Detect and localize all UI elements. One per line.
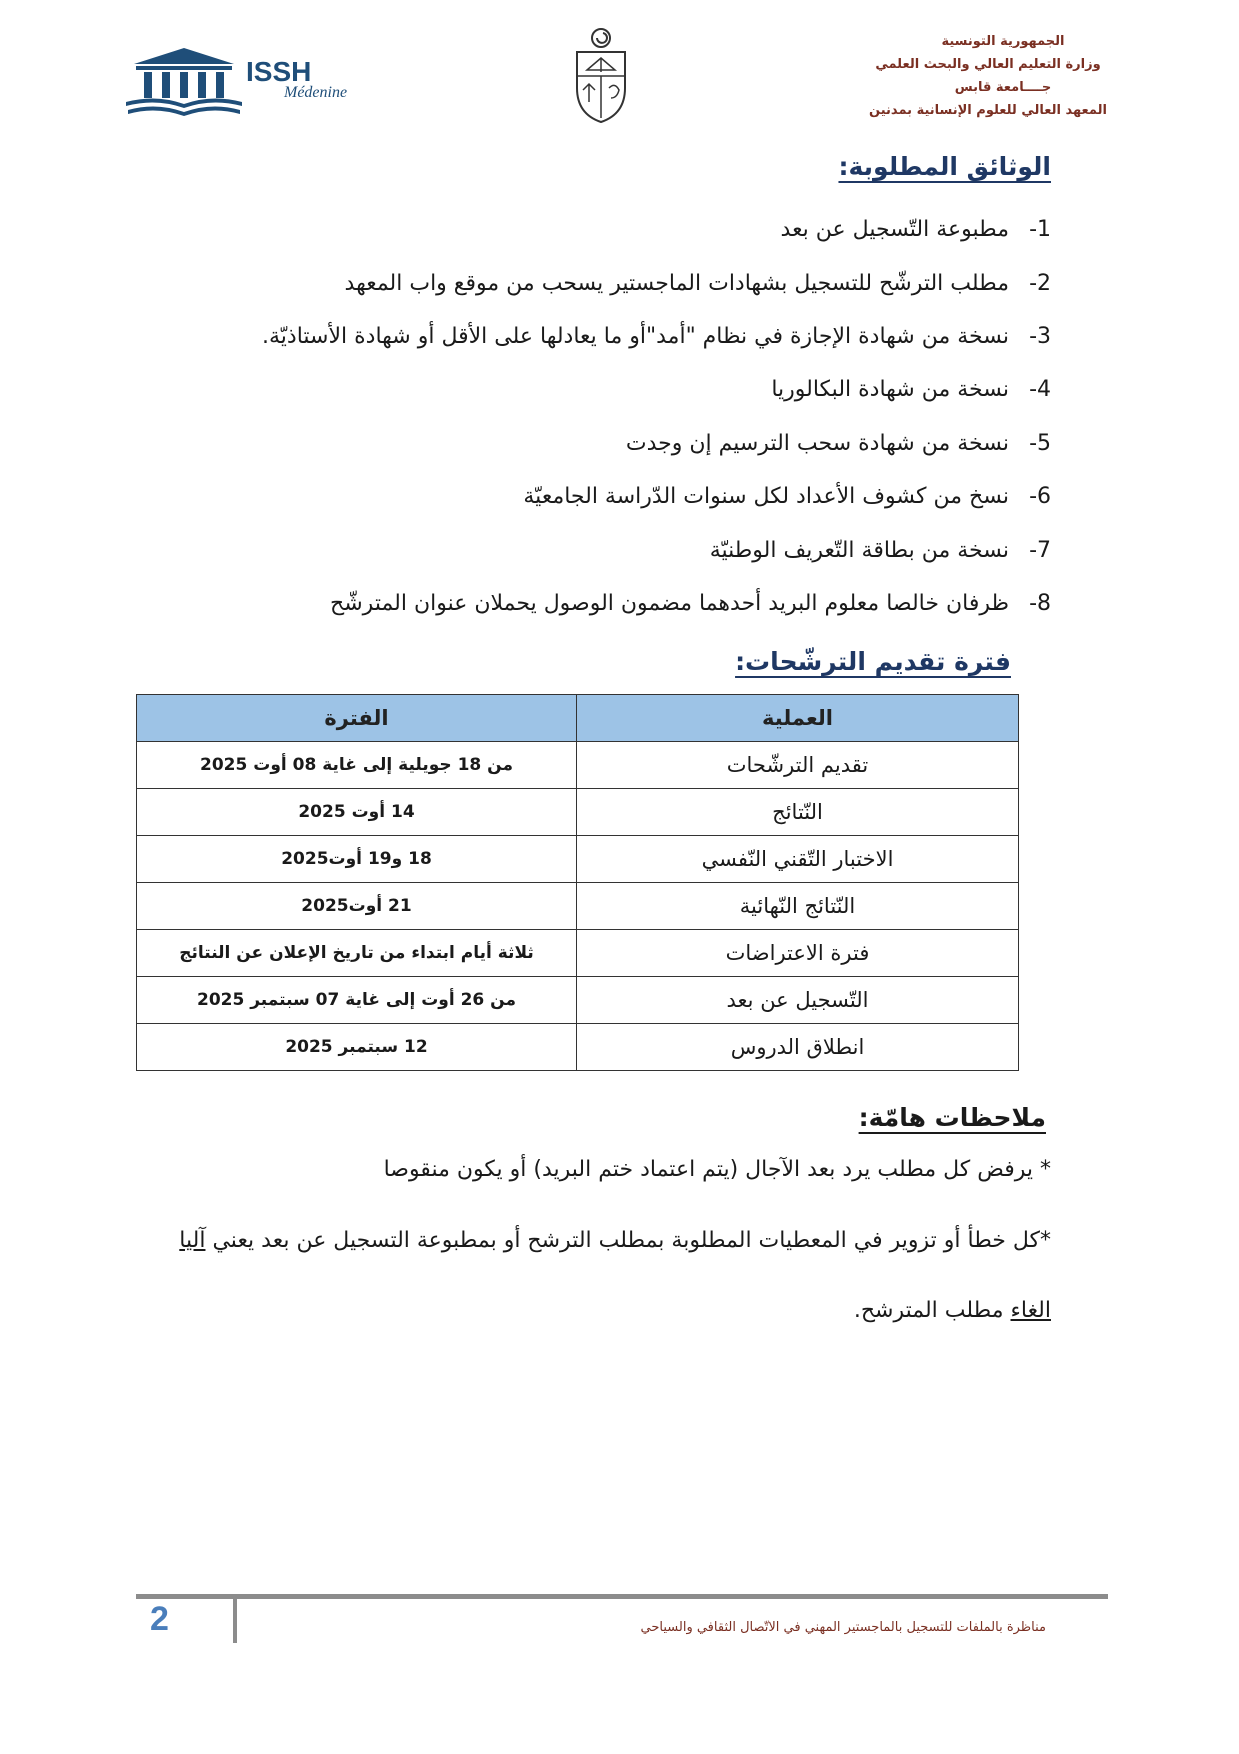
- schedule-title: فترة تقديم الترشّحات:: [735, 647, 1011, 676]
- table-row: فترة الاعتراضات ثلاثة أيام ابتداء من تاريخ الإعلان عن النتائج: [137, 930, 1019, 977]
- table-row: التّسجيل عن بعد من 26 أوت إلى غاية 07 سبتمبر 2025: [137, 977, 1019, 1024]
- list-item: -7 نسخة من بطاقة التّعريف الوطنيّة: [709, 537, 1051, 563]
- logo-text: ISSH: [246, 56, 312, 87]
- republic-label: الجمهورية التونسية: [941, 34, 1065, 49]
- notes-title: ملاحظات هامّة:: [858, 1103, 1046, 1132]
- footer-title: مناظرة بالملفات للتسجيل بالماجستير المهني في الاتّصال الثقافي والسياحي: [640, 1620, 1046, 1635]
- note-falsification: *كل خطأ أو تزوير في المعطيات المطلوبة بمطلب الترشح أو بمطبوعة التسجيل عن بعد يعني آليا: [179, 1228, 1051, 1253]
- documents-list: [151, 203, 1051, 630]
- list-item: -4 نسخة من شهادة البكالوريا: [771, 377, 1051, 403]
- note-late-applications: * يرفض كل مطلب يرد بعد الآجال (يتم اعتماد ختم البريد) أو يكون منقوصا: [383, 1157, 1051, 1182]
- note-cancellation: الغاء مطلب المترشح.: [853, 1298, 1051, 1323]
- tunisia-coat-of-arms-icon: [571, 26, 631, 126]
- table-row: تقديم الترشّحات من 18 جويلية إلى غاية 08 أوت 2025: [137, 742, 1019, 789]
- column-header-period: الفترة: [137, 695, 577, 742]
- list-item: -6 نسخ من كشوف الأعداد لكل سنوات الدّراسة الجامعيّة: [523, 484, 1051, 510]
- column-header-operation: العملية: [577, 695, 1019, 742]
- ministry-label: وزارة التعليم العالي والبحث العلمي: [875, 57, 1101, 72]
- issh-logo: [126, 44, 356, 116]
- list-item: -2 مطلب الترشّح للتسجيل بشهادات الماجستير يسحب من موقع واب المعهد: [344, 270, 1051, 296]
- institution-header: [843, 30, 1133, 122]
- table-row: النّتائج 14 أوت 2025: [137, 789, 1019, 836]
- footer-divider: [136, 1594, 1108, 1599]
- table-header-row: [137, 695, 1019, 742]
- institute-building-icon: [126, 44, 246, 116]
- table-row: النّتائج النّهائية 21 أوت2025: [137, 883, 1019, 930]
- documents-title: الوثائق المطلوبة:: [838, 152, 1051, 181]
- logo-subtext: Médenine: [284, 84, 348, 101]
- university-label: جــــامعة قابس: [954, 80, 1052, 95]
- institute-label: المعهد العالي للعلوم الإنسانية بمدنين: [869, 103, 1107, 118]
- list-item: -8 ظرفان خالصا معلوم البريد أحدهما مضمون الوصول يحملان عنوان المترشّح: [330, 590, 1051, 616]
- table-row: الاختبار التّقني النّفسي 18 و19 أوت2025: [137, 836, 1019, 883]
- table-row: انطلاق الدروس 12 سبتمبر 2025: [137, 1024, 1019, 1071]
- list-item: -5 نسخة من شهادة سحب الترسيم إن وجدت: [625, 430, 1051, 456]
- page-number: 2: [150, 1600, 169, 1638]
- footer-separator: [233, 1598, 237, 1643]
- list-item: -3 نسخة من شهادة الإجازة في نظام "أمد"أو ما يعادلها على الأقل أو شهادة الأستاذيّة.: [261, 323, 1051, 349]
- schedule-table: [136, 694, 1019, 1071]
- list-item: -1 مطبوعة التّسجيل عن بعد: [780, 217, 1051, 243]
